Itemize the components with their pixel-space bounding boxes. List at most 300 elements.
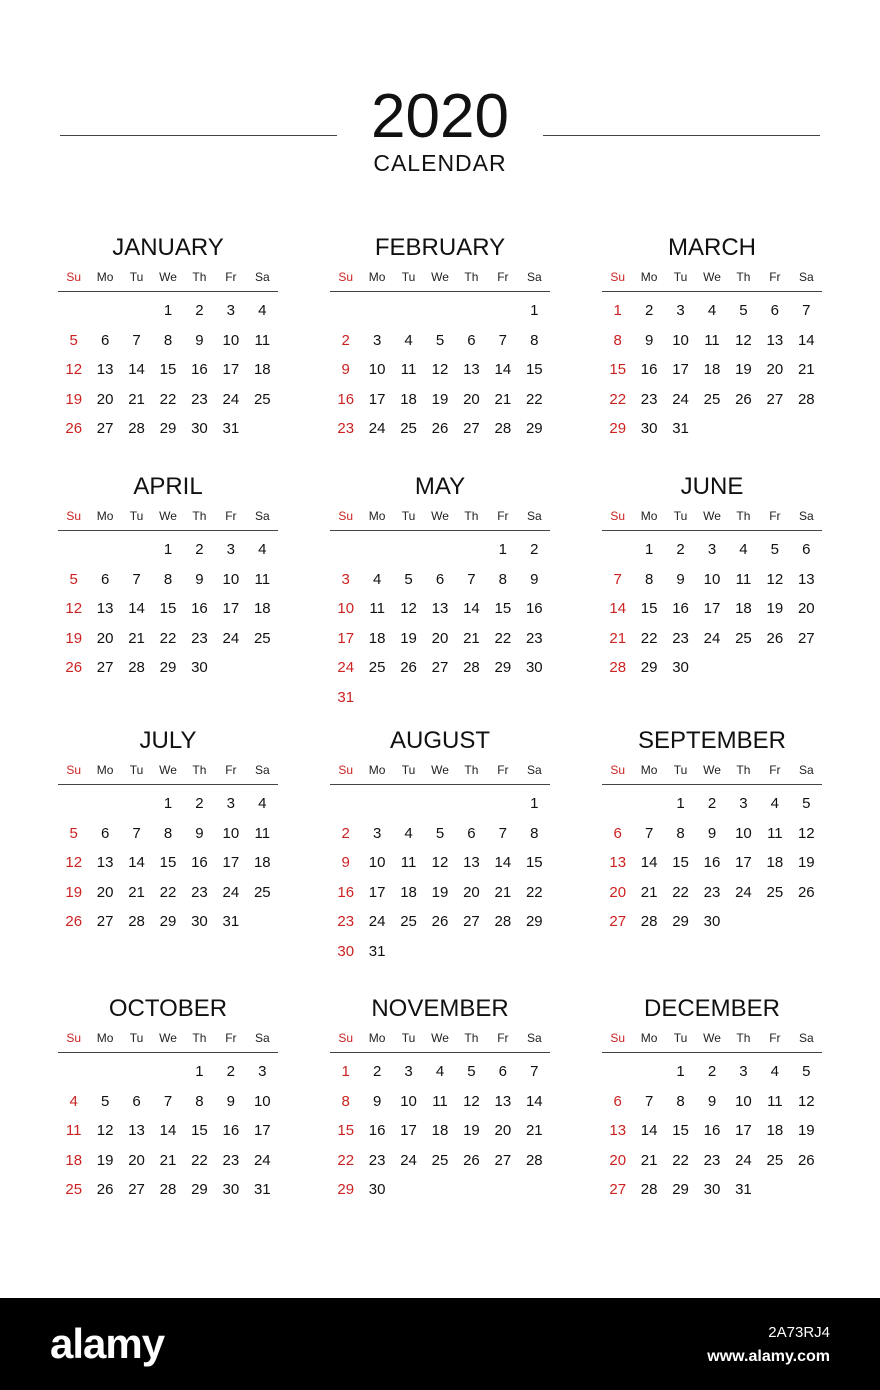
day-grid (58, 789, 278, 937)
day-cell: 25 (766, 1151, 784, 1169)
day-cell: 23 (337, 420, 355, 438)
weekday-label: Tu (673, 509, 688, 523)
day-cell: 7 (132, 824, 141, 842)
empty-cell (121, 296, 152, 326)
day-cell: 2 (195, 541, 204, 558)
weekday-header (330, 507, 550, 525)
month-name: JULY (139, 727, 197, 754)
header-rule-right (543, 135, 820, 136)
day-cell: 17 (222, 361, 240, 379)
day-cell: 16 (191, 600, 208, 618)
day-cell: 19 (400, 629, 417, 647)
day-cell: 23 (703, 883, 721, 901)
day-cell: 29 (337, 1181, 355, 1199)
day-cell: 8 (195, 1092, 204, 1110)
day-cell: 24 (222, 883, 240, 901)
month-rule (58, 291, 278, 292)
month-rule (330, 1052, 550, 1053)
weekday-label: Sa (254, 1031, 270, 1045)
day-cell: 17 (400, 1122, 417, 1140)
day-cell: 21 (494, 390, 512, 408)
day-cell: 9 (341, 361, 350, 379)
day-grid (602, 296, 822, 444)
day-grid (330, 535, 550, 713)
day-cell: 19 (431, 390, 449, 408)
weekday-label: Mo (640, 1031, 658, 1045)
day-cell: 3 (372, 331, 382, 349)
weekday-header (602, 761, 822, 779)
weekday-label: Mo (96, 763, 114, 777)
day-cell: 17 (222, 854, 240, 872)
day-cell: 1 (163, 795, 173, 812)
day-cell: 31 (337, 688, 355, 706)
weekday-label: Th (192, 509, 207, 523)
day-cell: 15 (640, 600, 658, 618)
day-cell: 15 (494, 600, 512, 618)
empty-cell (58, 535, 89, 565)
day-cell: 21 (525, 1122, 543, 1140)
day-cell: 11 (254, 331, 271, 349)
day-cell: 24 (222, 629, 240, 647)
day-cell: 14 (609, 600, 627, 618)
day-cell: 4 (404, 331, 413, 349)
day-cell: 21 (128, 390, 145, 408)
day-cell: 6 (498, 1063, 508, 1080)
day-cell: 15 (672, 1122, 689, 1140)
day-cell: 17 (222, 600, 240, 618)
weekday-label: Tu (129, 270, 144, 284)
day-cell: 3 (341, 570, 350, 588)
month-name: NOVEMBER (371, 995, 509, 1022)
day-cell: 16 (640, 361, 658, 379)
empty-cell (424, 535, 455, 565)
day-cell: 6 (467, 331, 476, 349)
day-cell: 6 (100, 570, 110, 588)
weekday-label: We (703, 270, 721, 284)
day-cell: 21 (797, 361, 815, 379)
day-cell: 14 (494, 854, 512, 872)
month-name: MAY (414, 473, 466, 500)
day-cell: 7 (163, 1092, 173, 1110)
weekday-label: Th (736, 509, 751, 523)
year-title: 2020 (371, 82, 509, 151)
day-cell: 18 (703, 361, 721, 379)
day-cell: 28 (640, 1181, 658, 1199)
day-cell: 8 (530, 824, 539, 842)
day-cell: 13 (766, 331, 784, 349)
site-url: www.alamy.com (707, 1348, 830, 1365)
day-cell: 3 (707, 541, 717, 558)
weekday-label: Sa (254, 509, 270, 523)
weekday-label: Sa (798, 509, 814, 523)
day-cell: 22 (672, 883, 689, 901)
day-cell: 18 (766, 854, 784, 872)
weekday-label: Su (66, 1031, 82, 1045)
day-cell: 27 (431, 659, 449, 677)
day-cell: 22 (609, 390, 627, 408)
weekday-label: Tu (673, 763, 688, 777)
day-cell: 12 (400, 600, 417, 618)
day-cell: 8 (341, 1092, 350, 1110)
day-cell: 14 (797, 331, 815, 349)
day-cell: 3 (226, 541, 236, 558)
day-cell: 7 (467, 570, 476, 588)
month-october (58, 995, 278, 1205)
weekday-label: Su (338, 270, 354, 284)
day-cell: 2 (530, 541, 539, 558)
day-cell: 6 (132, 1092, 141, 1110)
day-cell: 27 (766, 390, 784, 408)
day-cell: 15 (159, 361, 177, 379)
day-cell: 19 (735, 361, 752, 379)
watermark-footer (0, 1298, 880, 1390)
month-december (602, 995, 822, 1205)
day-cell: 31 (672, 420, 689, 438)
empty-cell (602, 535, 633, 565)
month-name: SEPTEMBER (637, 727, 787, 754)
day-cell: 15 (525, 854, 543, 872)
day-cell: 28 (159, 1181, 177, 1199)
day-cell: 31 (222, 420, 240, 438)
day-cell: 9 (195, 570, 204, 588)
weekday-label: Su (610, 509, 626, 523)
month-rule (58, 530, 278, 531)
day-cell: 6 (467, 824, 476, 842)
weekday-label: Su (338, 509, 354, 523)
day-cell: 12 (96, 1122, 114, 1140)
weekday-label: Tu (129, 763, 144, 777)
day-cell: 17 (735, 854, 752, 872)
day-cell: 23 (640, 390, 658, 408)
day-cell: 31 (735, 1181, 752, 1199)
day-cell: 4 (69, 1092, 78, 1110)
day-cell: 1 (498, 541, 508, 558)
day-cell: 5 (770, 541, 780, 558)
day-cell: 11 (735, 570, 752, 588)
day-cell: 9 (530, 570, 539, 588)
day-cell: 19 (766, 600, 784, 618)
day-cell: 10 (400, 1092, 417, 1110)
month-name: DECEMBER (643, 995, 781, 1022)
day-cell: 11 (369, 600, 385, 618)
day-cell: 27 (96, 913, 114, 931)
day-cell: 10 (222, 331, 240, 349)
day-cell: 23 (337, 913, 355, 931)
month-rule (330, 530, 550, 531)
day-cell: 1 (613, 302, 622, 319)
alamy-logo: alamy (50, 1320, 165, 1367)
empty-cell (89, 296, 120, 326)
day-cell: 5 (69, 570, 78, 588)
day-cell: 15 (525, 361, 543, 379)
weekday-label: Tu (401, 270, 416, 284)
day-cell: 20 (128, 1151, 145, 1169)
day-cell: 15 (609, 361, 627, 379)
day-cell: 27 (128, 1181, 145, 1199)
day-cell: 7 (644, 824, 654, 842)
day-cell: 1 (530, 795, 539, 812)
weekday-label: Fr (497, 509, 509, 523)
day-cell: 3 (226, 302, 236, 319)
day-cell: 2 (676, 541, 685, 558)
day-cell: 26 (766, 629, 784, 647)
weekday-label: Fr (225, 1031, 237, 1045)
day-cell: 6 (613, 824, 622, 842)
day-cell: 29 (191, 1181, 208, 1199)
day-cell: 22 (672, 1151, 689, 1169)
day-cell: 4 (739, 541, 748, 558)
day-cell: 29 (159, 420, 177, 438)
weekday-label: Th (736, 270, 751, 284)
weekday-label: Su (610, 270, 626, 284)
day-cell: 27 (494, 1151, 512, 1169)
day-cell: 15 (337, 1122, 355, 1140)
weekday-label: Fr (769, 763, 781, 777)
day-cell: 21 (494, 883, 512, 901)
day-cell: 30 (191, 659, 208, 677)
day-grid (58, 1057, 278, 1205)
empty-cell (456, 789, 487, 819)
weekday-header (58, 507, 278, 525)
day-cell: 15 (672, 854, 689, 872)
empty-cell (152, 1057, 183, 1087)
day-cell: 29 (609, 420, 627, 438)
calendar-subtitle: CALENDAR (373, 150, 507, 176)
month-rule (330, 784, 550, 785)
day-cell: 2 (226, 1063, 236, 1080)
month-name: OCTOBER (108, 995, 228, 1022)
day-cell: 22 (525, 390, 543, 408)
day-cell: 2 (372, 1063, 382, 1080)
weekday-label: Mo (368, 270, 386, 284)
day-cell: 20 (609, 1151, 627, 1169)
day-cell: 25 (65, 1181, 83, 1199)
day-cell: 19 (431, 883, 449, 901)
month-july (58, 727, 278, 937)
weekday-label: Th (192, 763, 207, 777)
day-cell: 28 (797, 390, 815, 408)
day-cell: 30 (640, 420, 658, 438)
month-rule (602, 291, 822, 292)
day-cell: 18 (766, 1122, 784, 1140)
day-cell: 3 (258, 1063, 267, 1080)
day-cell: 8 (163, 824, 173, 842)
day-cell: 5 (802, 795, 811, 812)
day-cell: 9 (341, 854, 350, 872)
day-cell: 24 (703, 629, 721, 647)
day-cell: 23 (191, 629, 208, 647)
day-cell: 7 (132, 331, 141, 349)
day-cell: 27 (463, 913, 480, 931)
day-cell: 26 (431, 420, 449, 438)
day-cell: 21 (128, 883, 145, 901)
day-cell: 9 (707, 1092, 717, 1110)
day-cell: 2 (707, 1063, 717, 1080)
day-cell: 27 (463, 420, 480, 438)
day-cell: 2 (707, 795, 717, 812)
month-january (58, 234, 278, 444)
weekday-label: Fr (497, 270, 509, 284)
day-cell: 6 (613, 1092, 622, 1110)
weekday-header (330, 1029, 550, 1047)
day-cell: 3 (226, 795, 236, 812)
day-cell: 26 (463, 1151, 480, 1169)
weekday-label: Sa (254, 763, 270, 777)
day-cell: 20 (766, 361, 784, 379)
weekday-label: Sa (798, 1031, 814, 1045)
day-cell: 11 (704, 331, 720, 349)
day-cell: 1 (644, 541, 654, 558)
day-cell: 26 (96, 1181, 114, 1199)
day-cell: 16 (703, 1122, 721, 1140)
day-cell: 8 (676, 824, 685, 842)
day-cell: 25 (766, 883, 784, 901)
day-cell: 8 (498, 570, 508, 588)
day-cell: 3 (739, 795, 748, 812)
weekday-label: Sa (254, 270, 270, 284)
weekday-label: Su (66, 270, 82, 284)
day-cell: 22 (159, 883, 177, 901)
weekday-label: Sa (526, 509, 542, 523)
empty-cell (456, 296, 487, 326)
weekday-label: Mo (96, 270, 114, 284)
day-cell: 26 (797, 1151, 815, 1169)
day-cell: 24 (337, 659, 355, 677)
day-cell: 11 (767, 824, 783, 842)
day-cell: 20 (609, 883, 627, 901)
day-cell: 12 (65, 361, 83, 379)
day-cell: 10 (672, 331, 689, 349)
empty-cell (330, 296, 361, 326)
empty-cell (58, 1057, 89, 1087)
day-cell: 13 (463, 361, 480, 379)
day-cell: 28 (640, 913, 658, 931)
empty-cell (89, 789, 120, 819)
day-cell: 11 (65, 1122, 82, 1140)
day-grid (330, 296, 550, 444)
empty-cell (330, 789, 361, 819)
day-cell: 1 (163, 541, 173, 558)
day-cell: 21 (640, 883, 658, 901)
weekday-label: Su (66, 509, 82, 523)
day-grid (58, 535, 278, 683)
day-cell: 23 (191, 390, 208, 408)
day-cell: 9 (195, 824, 204, 842)
weekday-label: Su (610, 763, 626, 777)
empty-cell (393, 296, 424, 326)
empty-cell (58, 789, 89, 819)
empty-cell (633, 1057, 664, 1087)
day-cell: 30 (368, 1181, 386, 1199)
weekday-header (58, 1029, 278, 1047)
day-cell: 29 (494, 659, 512, 677)
day-cell: 28 (494, 420, 512, 438)
day-cell: 28 (463, 659, 480, 677)
day-cell: 22 (640, 629, 658, 647)
day-cell: 12 (797, 1092, 815, 1110)
month-june (602, 473, 822, 683)
weekday-header (602, 1029, 822, 1047)
month-rule (602, 530, 822, 531)
day-cell: 12 (735, 331, 752, 349)
day-cell: 23 (191, 883, 208, 901)
day-grid (602, 535, 822, 683)
day-cell: 25 (703, 390, 721, 408)
day-cell: 20 (797, 600, 815, 618)
day-cell: 9 (707, 824, 717, 842)
empty-cell (602, 1057, 633, 1087)
day-cell: 4 (258, 302, 267, 319)
day-cell: 28 (609, 659, 627, 677)
day-cell: 8 (163, 570, 173, 588)
day-cell: 4 (404, 824, 413, 842)
day-cell: 11 (400, 361, 417, 379)
day-cell: 26 (797, 883, 815, 901)
empty-cell (393, 789, 424, 819)
weekday-label: Tu (673, 1031, 688, 1045)
day-cell: 13 (463, 854, 480, 872)
day-cell: 30 (337, 942, 355, 960)
weekday-label: Tu (401, 509, 416, 523)
day-cell: 28 (128, 913, 145, 931)
day-cell: 21 (609, 629, 627, 647)
weekday-label: Su (338, 763, 354, 777)
day-cell: 12 (431, 361, 449, 379)
day-cell: 24 (253, 1151, 271, 1169)
day-cell: 21 (640, 1151, 658, 1169)
day-cell: 22 (159, 390, 177, 408)
day-cell: 30 (222, 1181, 240, 1199)
day-cell: 7 (132, 570, 141, 588)
day-cell: 16 (337, 883, 355, 901)
day-cell: 13 (797, 570, 815, 588)
day-cell: 24 (672, 390, 689, 408)
day-cell: 23 (672, 629, 689, 647)
weekday-label: Th (736, 763, 751, 777)
weekday-label: Fr (225, 270, 237, 284)
day-cell: 14 (640, 854, 658, 872)
month-name: APRIL (133, 473, 203, 500)
day-cell: 4 (770, 1063, 780, 1080)
day-cell: 18 (400, 390, 417, 408)
day-cell: 5 (69, 331, 78, 349)
weekday-label: Sa (526, 763, 542, 777)
day-cell: 22 (525, 883, 543, 901)
weekday-label: Mo (640, 509, 658, 523)
day-cell: 18 (735, 600, 752, 618)
weekday-label: Fr (225, 509, 237, 523)
weekday-label: We (159, 509, 177, 523)
weekday-label: We (703, 763, 721, 777)
day-grid (330, 789, 550, 967)
weekday-label: We (159, 763, 177, 777)
empty-cell (89, 535, 120, 565)
weekday-label: Sa (798, 270, 814, 284)
weekday-header (330, 268, 550, 286)
weekday-label: Mo (96, 509, 114, 523)
day-cell: 26 (735, 390, 752, 408)
day-cell: 14 (128, 600, 145, 618)
day-cell: 29 (159, 659, 177, 677)
day-cell: 25 (253, 629, 271, 647)
weekday-label: Mo (96, 1031, 114, 1045)
day-cell: 1 (676, 1063, 685, 1080)
day-cell: 20 (431, 629, 449, 647)
day-cell: 17 (368, 883, 386, 901)
day-cell: 17 (368, 390, 386, 408)
empty-cell (89, 1057, 120, 1087)
day-cell: 5 (404, 570, 413, 588)
